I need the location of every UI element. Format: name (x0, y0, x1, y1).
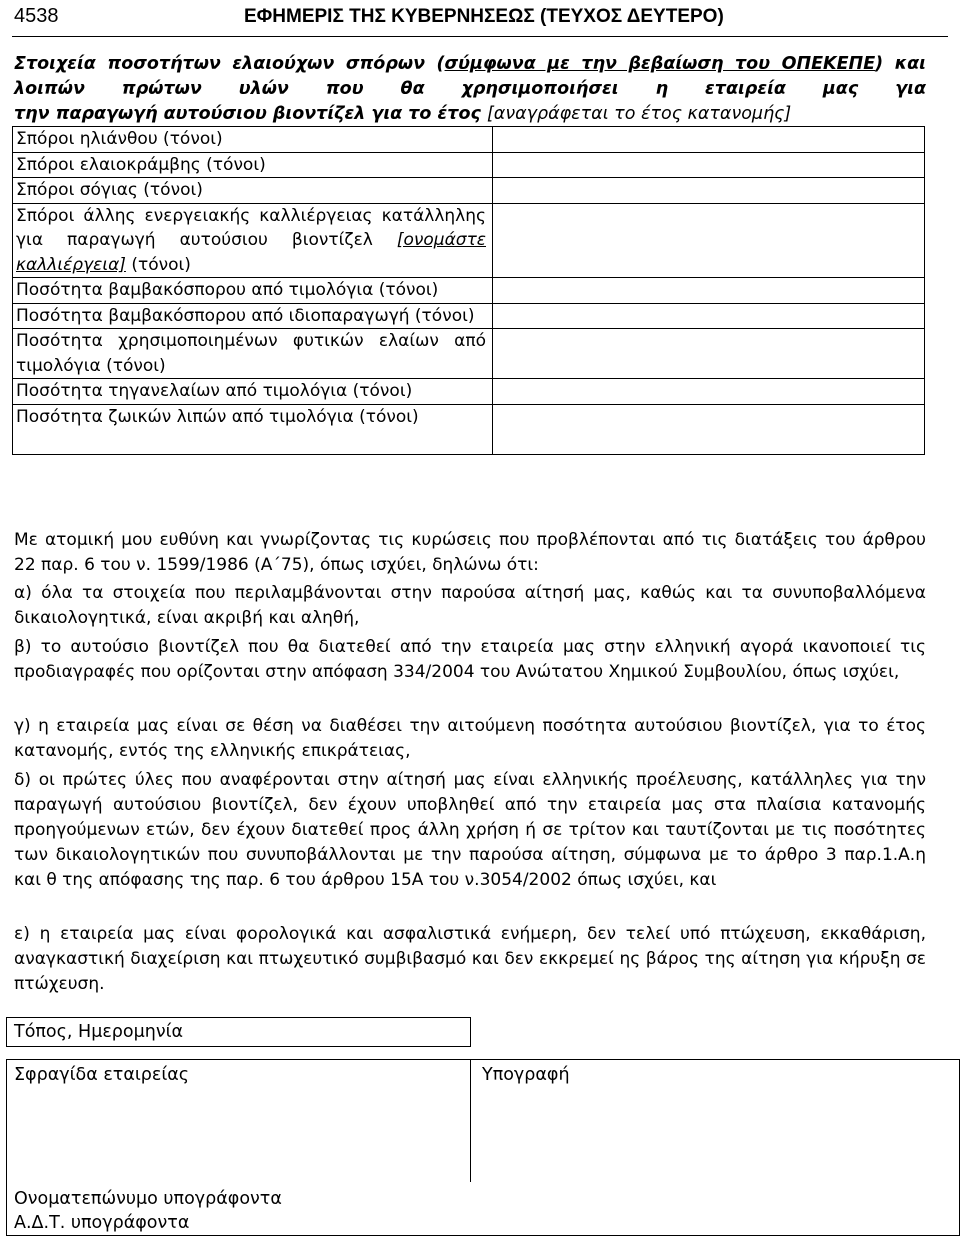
gazette-title: ΕΦΗΜΕΡΙΣ ΤΗΣ ΚΥΒΕΡΝΗΣΕΩΣ (ΤΕΥΧΟΣ ΔΕΥΤΕΡΟ) (244, 6, 724, 27)
row-value-field[interactable] (493, 329, 925, 379)
table-row (13, 329, 925, 379)
row-value-field[interactable] (493, 303, 925, 329)
company-stamp-label: Σφραγίδα εταιρείας (14, 1065, 190, 1085)
quantities-table (12, 126, 925, 455)
row-label-note: [ονομάστε καλλιέργεια] (16, 230, 486, 275)
table-row (13, 404, 925, 454)
row-label: Σπόροι σόγιας (τόνοι) (13, 178, 493, 204)
row-value-field[interactable] (493, 278, 925, 304)
row-value-field[interactable] (493, 379, 925, 405)
row-label: Σπόροι ελαιοκράμβης (τόνοι) (13, 152, 493, 178)
section-heading-last-line (14, 102, 926, 127)
declaration-item-c: γ) η εταιρεία μας είναι σε θέση να διαθέσει την αιτούμενη ποσότητα αυτούσιου βιοντίζελ, για το έτος κατανομής, εντός της ελληνικής επικράτειας, (14, 716, 926, 761)
row-value-field[interactable] (493, 203, 925, 278)
place-date-label: Τόπος, Ημερομηνία (14, 1022, 184, 1042)
row-value-field[interactable] (493, 178, 925, 204)
row-label: Ποσότητα χρησιμοποιημένων φυτικών ελαίων από τιμολόγια (τόνοι) (13, 329, 493, 379)
row-label: Ποσότητα τηγανελαίων από τιμολόγια (τόνοι) (13, 379, 493, 405)
row-label: Ποσότητα βαμβακόσπορου από ιδιοπαραγωγή (τόνοι) (13, 303, 493, 329)
signer-name-label: Ονοματεπώνυμο υπογράφοντα (14, 1189, 282, 1209)
page-header (12, 2, 948, 37)
table-row (13, 178, 925, 204)
heading-part-3: ) και λοιπών πρώτων υλών που θα χρησιμοποιήσει η εταιρεία μας για (14, 54, 926, 99)
signature-label: Υπογραφή (482, 1065, 570, 1085)
row-label-text: Σπόροι άλλης ενεργειακής καλλιέργειας κατάλληλης για παραγωγή αυτούσιου βιοντίζελ (16, 205, 486, 250)
table-row (13, 203, 925, 278)
row-label-unit: (τόνοι) (125, 254, 191, 275)
signature-box (6, 1059, 960, 1236)
declaration-item-e: ε) η εταιρεία μας είναι φορολογικά και ασφαλιστικά ενήμερη, δεν τελεί υπό πτώχευση, εκκαθάριση, αναγκαστική διαχείριση και πτωχευτικό συμβιβασμό και δεν εκκρεμεί ης βάρος της αίτηση για κήρυξη σε πτώχευση. (14, 924, 926, 994)
heading-part-2: σύμφωνα με την βεβαίωση του ΟΠΕΚΕΠΕ (444, 54, 876, 74)
table-row (13, 379, 925, 405)
row-value-field[interactable] (493, 127, 925, 153)
heading-note: [αναγράφεται το έτος κατανομής] (486, 104, 792, 124)
row-value-field[interactable] (493, 404, 925, 454)
row-label: Σπόροι ηλιάνθου (τόνοι) (13, 127, 493, 153)
row-label: Ποσότητα βαμβακόσπορου από τιμολόγια (τόνοι) (13, 278, 493, 304)
table-row (13, 278, 925, 304)
section-heading (14, 52, 926, 102)
declaration-item-b: β) το αυτούσιο βιοντίζελ που θα διατεθεί από την εταιρεία μας στην ελληνική αγορά ικανοποιεί τις προδιαγραφές που ορίζονται στην απόφαση 334/2004 του Ανώτατου Χημικού Συμβουλίου, όπως ισχύει, (14, 637, 926, 682)
page-number: 4538 (14, 5, 59, 27)
declaration-item-a: α) όλα τα στοιχεία που περιλαμβάνονται στην παρούσα αίτησή μας, καθώς και τα συνυποβαλλόμενα δικαιολογητικά, είναι ακριβή και αληθή, (14, 583, 926, 628)
row-label: Ποσότητα ζωικών λιπών από τιμολόγια (τόνοι) (13, 404, 493, 454)
signer-id-label: Α.Δ.Τ. υπογράφοντα (14, 1213, 190, 1233)
place-date-box[interactable] (6, 1017, 471, 1047)
heading-part-4: την παραγωγή αυτούσιου βιοντίζελ για το έτος (14, 104, 481, 124)
table-row (13, 127, 925, 153)
heading-part-1: Στοιχεία ποσοτήτων ελαιούχων σπόρων ( (14, 54, 445, 74)
row-label (13, 203, 493, 278)
signature-divider (470, 1060, 471, 1182)
row-value-field[interactable] (493, 152, 925, 178)
table-row (13, 303, 925, 329)
declaration-item-d: δ) οι πρώτες ύλες που αναφέρονται στην αίτησή μας είναι ελληνικής προέλευσης, κατάλληλες για την παραγωγή αυτούσιου βιοντίζελ, δεν έχουν υποβληθεί από την εταιρεία μας στα πλαίσια κατανομής προηγούμενων ετών, δεν έχουν διατεθεί προς άλλη χρήση ή σε τρίτον και ταυτίζονται με τις ποσότητες των δικαιολογητικών που συνυποβάλλονται με την παρούσα αίτηση, σύμφωνα με το άρθρο 3 παρ.1.Α.η και θ της απόφασης της παρ. 6 του άρθρου 15Α του ν.3054/2002 όπως ισχύει, και (14, 770, 926, 890)
table-row (13, 152, 925, 178)
declaration-intro: Με ατομική μου ευθύνη και γνωρίζοντας τις κυρώσεις που προβλέπονται από τις διατάξεις του άρθρου 22 παρ. 6 του ν. 1599/1986 (Α΄75), όπως ισχύει, δηλώνω ότι: (14, 530, 926, 575)
